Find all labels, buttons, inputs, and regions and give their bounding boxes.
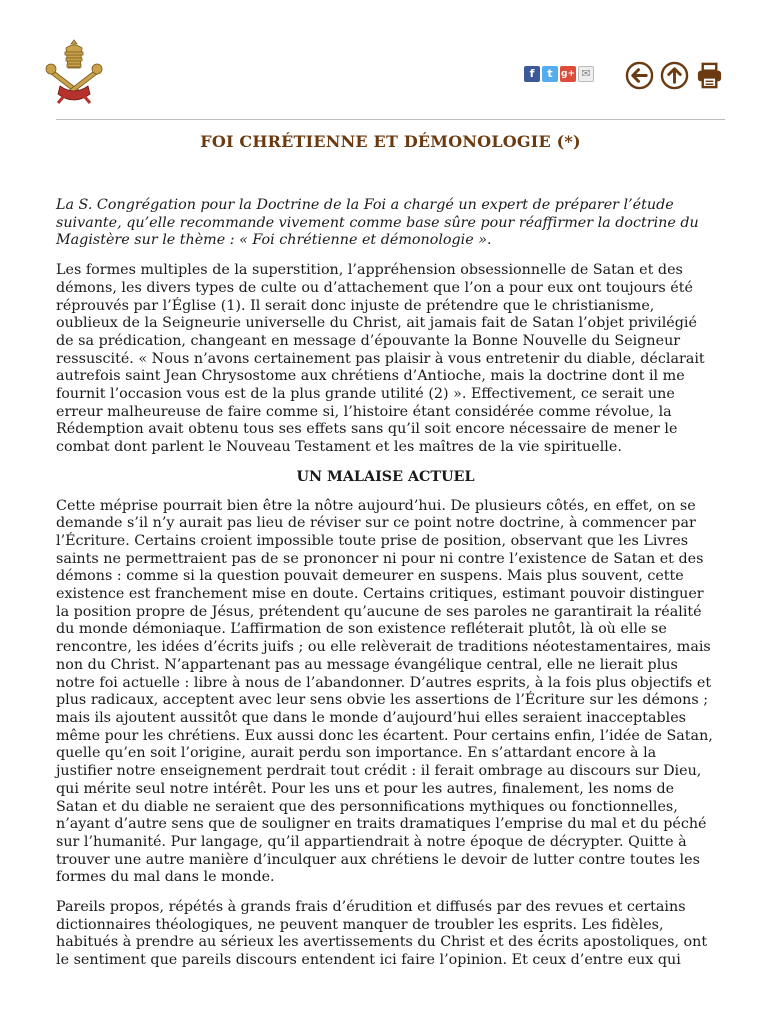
print-icon[interactable] [695, 61, 724, 90]
up-arrow-icon[interactable] [660, 61, 689, 90]
section-heading: UN MALAISE ACTUEL [296, 468, 475, 485]
page-title: FOI CHRÉTIENNE ET DÉMONOLOGIE (*) [200, 132, 581, 151]
page-navigation [625, 61, 724, 90]
papal-coat-of-arms-icon [42, 38, 106, 104]
intro-note: La S. Congrégation pour la Doctrine de la Foi a chargé un expert de préparer l’étude suivante, qu’elle recommande vivement comme base sûre pour réaffirmer la doctrine du Magistère sur le thème : « Foi chrétienne et démonologie ». [56, 197, 699, 249]
email-icon[interactable]: ✉ [578, 66, 594, 82]
paragraph: Pareils propos, répétés à grands frais d’érudition et diffusés par des revues et certains dictionnaires théologiques, ne peuvent manquer de troubler les esprits. Les fidèles, habitués à prendre au sérieux les avertissements du Christ et des écrits apostoliques, ont le sentiment que pareils discours entendent ici faire l’opinion. Et ceux d’entre eux qui [56, 899, 708, 969]
page-header [0, 0, 768, 120]
paragraph: Les formes multiples de la superstition, l’appréhension obsessionnelle de Satan et des démons, les divers types de culte ou d’attachement que l’on a pour eux ont toujours été réprouvés par l’Église (1). Il serait donc injuste de prétendre que le christianisme, oublieux de la Seigneurie universelle du Christ, ait jamais fait de Satan l’objet privilégié de sa prédication, changeant en message d’épouvante la Bonne Nouvelle du Seigneur ressuscité. « Nous n’avons certainement pas plaisir à vous entretenir du diable, déclarait autrefois saint Jean Chrysostome aux chrétiens d’Antioche, mais la doctrine dont il me fournit l’occasion vous est de la plus grande utilité (2) ». Effectivement, ce serait une erreur malheureuse de faire comme si, l’histoire étant considérée comme révolue, la Rédemption avait obtenu tous ses effets sans qu’il soit encore nécessaire de mener le combat dont parlent le Nouveau Testament et les maîtres de la vie spirituelle. [56, 262, 705, 456]
google-plus-icon[interactable]: g+ [560, 66, 576, 82]
back-arrow-icon[interactable] [625, 61, 654, 90]
paragraph: Cette méprise pourrait bien être la nôtre aujourd’hui. De plusieurs côtés, en effet, on se demande s’il n’y aurait pas lieu de réviser sur ce point notre doctrine, à commencer par l’Écriture. Certains croient impossible toute prise de position, observant que les Livres saints ne permettraient pas de se prononcer ni pour ni contre l’existence de Satan et des démons : comme si la question pouvait demeurer en suspens. Mais plus souvent, cette existence est franchement mise en doute. Certains critiques, estimant pouvoir distinguer la position propre de Jésus, prétendent qu’aucune de ses paroles ne garantirait la réalité du monde démoniaque. L’affirmation de son existence refléterait plutôt, là où elle se rencontre, les idées d’écrits juifs ; ou elle relèverait de traditions néotestamentaires, mais non du Christ. N’appartenant pas au message évangélique central, elle ne lierait plus notre foi actuelle : libre à nous de l’abandonner. D’autres esprits, à la fois plus objectifs et plus radicaux, acceptent avec leur sens obvie les assertions de l’Écriture sur les démons ; mais ils ajoutent aussitôt que dans le monde d’aujourd’hui elles seraient inacceptables même pour les chrétiens. Eux aussi donc les écartent. Pour certains enfin, l’idée de Satan, quelle qu’en soit l’origine, aurait perdu son importance. En s’attardant encore à la justifier notre enseignement perdrait tout crédit : il ferait ombrage au discours sur Dieu, qui mérite seul notre intérêt. Pour les uns et pour les autres, finalement, les noms de Satan et du diable ne seraient que des personnifications mythiques ou fonctionnelles, n’ayant d’autre sens que de souligner en traits dramatiques l’emprise du mal et du péché sur l’humanité. Pur langage, qu’il appartiendrait à notre époque de décrypter. Quitte à trouver une autre manière d’inculquer aux chrétiens le devoir de lutter contre toutes les formes du mal dans le monde. [56, 497, 713, 886]
header-divider [56, 119, 725, 120]
facebook-icon[interactable]: f [524, 66, 540, 82]
social-share-bar [524, 66, 594, 82]
document-body [56, 197, 715, 982]
twitter-icon[interactable]: t [542, 66, 558, 82]
